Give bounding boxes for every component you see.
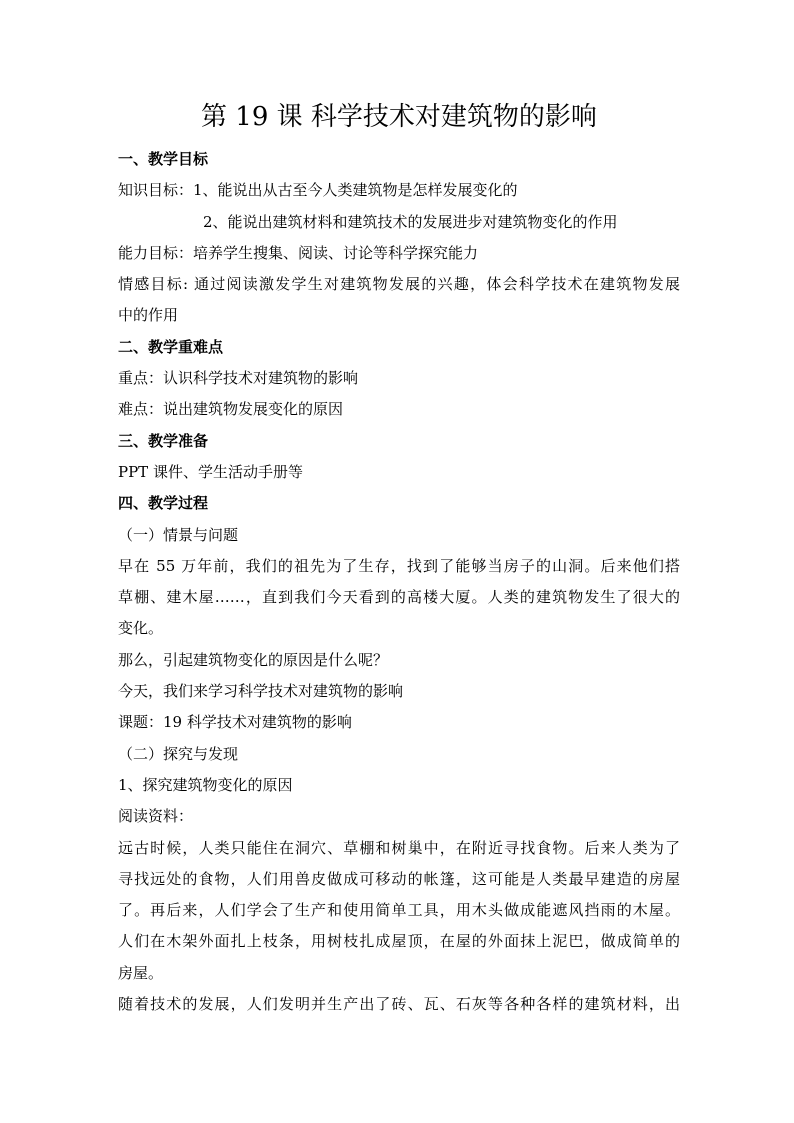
intro-line-2: 草棚、建木屋……，直到我们今天看到的高楼大厦。人类的建筑物发生了很大的 [118,588,680,607]
section-heading-preparation: 三、教学准备 [118,431,209,450]
section-heading-process: 四、教学过程 [118,494,209,513]
question-line: 那么，引起建筑物变化的原因是什么呢？ [118,650,389,669]
reading-line-5: 房屋。 [118,963,164,982]
page-title: 第 19 课 科学技术对建筑物的影响 [201,102,597,132]
knowledge-goal-1: 知识目标：1、能说出从古至今人类建筑物是怎样发展变化的 [118,181,518,200]
reading-line-3: 了。再后来，人们学会了生产和使用简单工具，用木头做成能遮风挡雨的木屋。 [118,901,680,920]
knowledge-goal-2: 2、能说出建筑材料和建筑技术的发展进步对建筑物变化的作用 [203,212,618,231]
reading-line-1: 远古时候，人类只能住在洞穴、草棚和树巢中，在附近寻找食物。后来人类为了 [118,838,680,857]
reading-label: 阅读资料： [118,807,194,826]
section-heading-goals: 一、教学目标 [118,150,209,168]
section-heading-key-points: 二、教学重难点 [118,337,224,356]
difficult-point: 难点：说出建筑物发展变化的原因 [118,400,344,419]
explore-item-1: 1、探究建筑物变化的原因 [118,775,293,794]
key-point: 重点：认识科学技术对建筑物的影响 [118,369,359,388]
intro-line-3: 变化。 [118,619,164,638]
today-line: 今天，我们来学习科学技术对建筑物的影响 [118,682,404,701]
intro-line-1: 早在 55 万年前，我们的祖先为了生存，找到了能够当房子的山洞。后来他们搭 [118,556,680,575]
emotion-goal-line-2: 中的作用 [118,306,179,325]
reading-line-2: 寻找远处的食物，人们用兽皮做成可移动的帐篷，这可能是人类最早建造的房屋 [118,869,680,888]
ability-goal: 能力目标：培养学生搜集、阅读、讨论等科学探究能力 [118,243,479,262]
subsection-explore: （二）探究与发现 [118,744,239,763]
reading-line-6: 随着技术的发展，人们发明并生产出了砖、瓦、石灰等各种各样的建筑材料，出 [118,995,680,1014]
emotion-goal-line-1: 情感目标: 通过阅读激发学生对建筑物发展的兴趣，体会科学技术在建筑物发展 [118,275,680,294]
topic-line: 课题：19 科学技术对建筑物的影响 [118,713,352,732]
document-page [118,96,680,1020]
reading-line-4: 人们在木架外面扎上枝条，用树枝扎成屋顶，在屋的外面抹上泥巴，做成简单的 [118,932,680,951]
subsection-scene: （一）情景与问题 [118,525,239,544]
preparation-items: PPT 课件、学生活动手册等 [118,462,303,481]
